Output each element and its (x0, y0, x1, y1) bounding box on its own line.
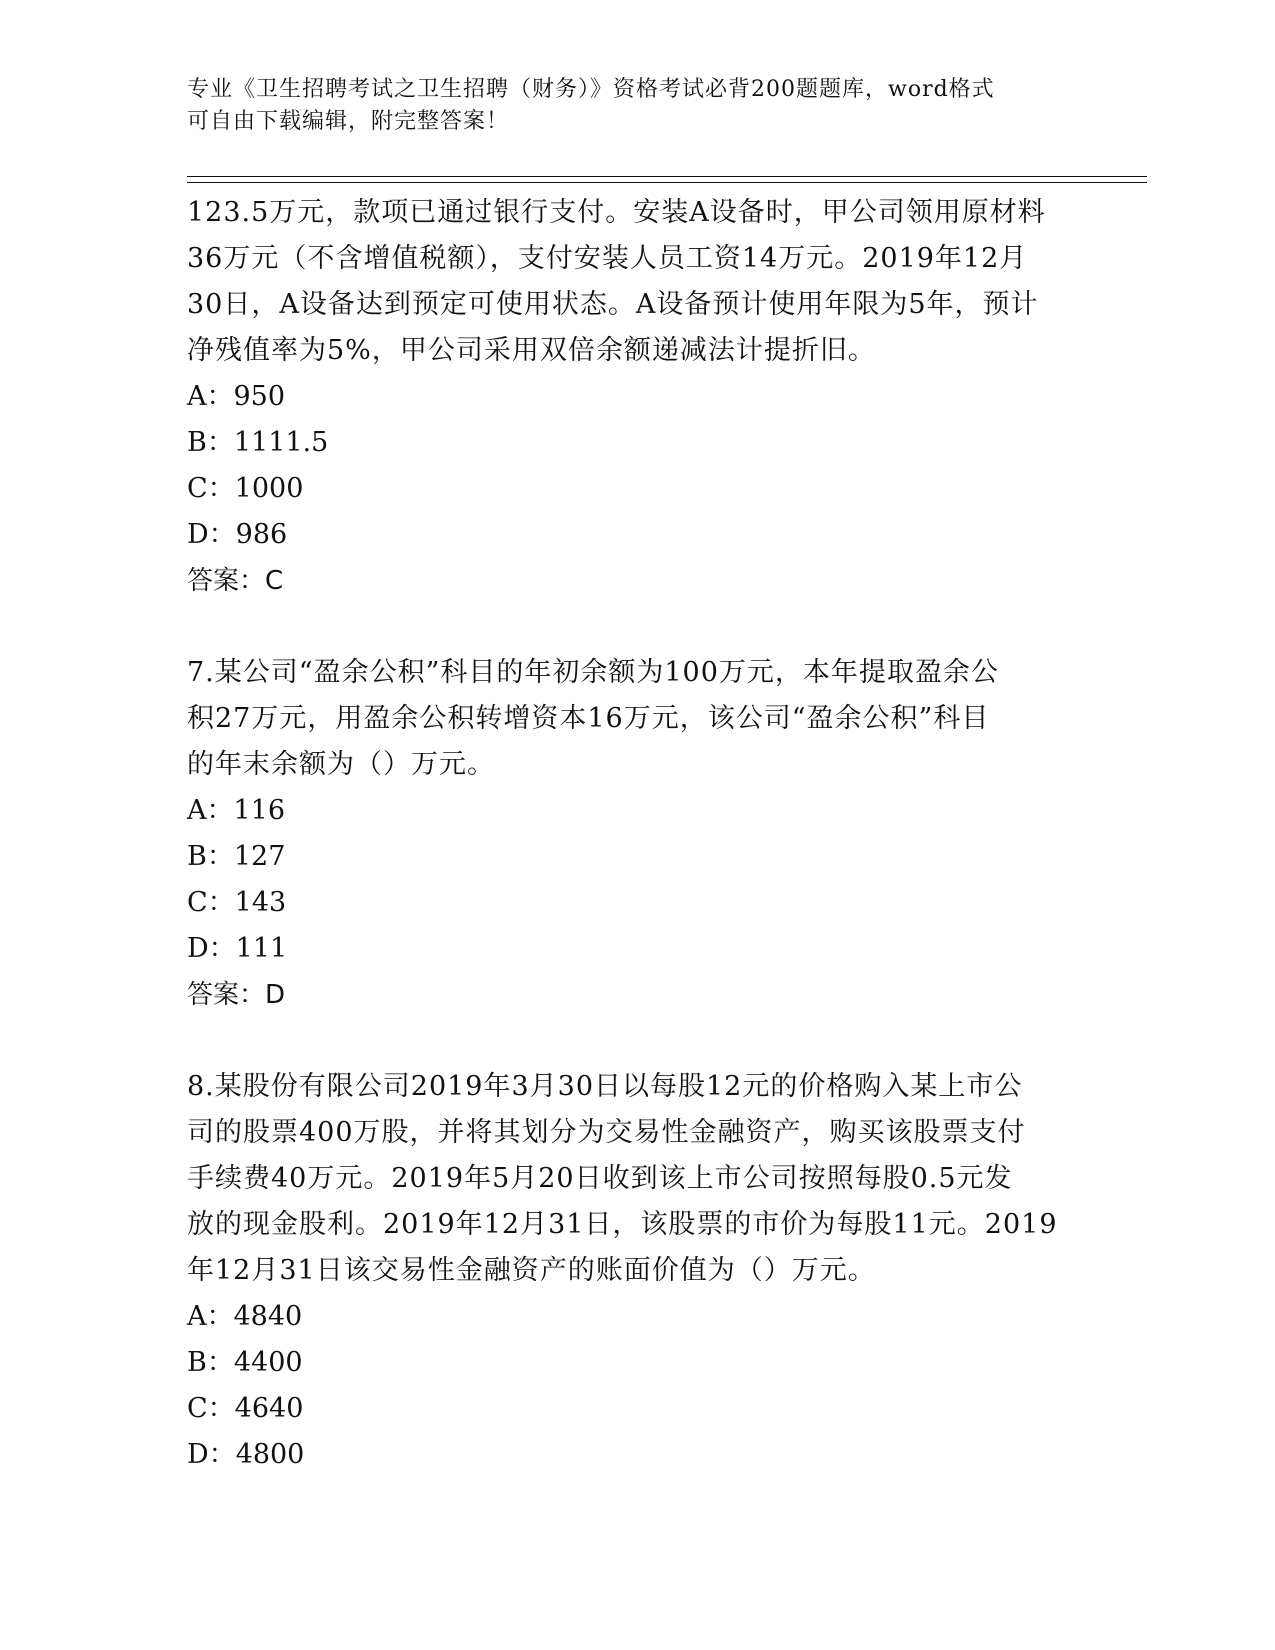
question-6-line: 净残值率为5%，甲公司采用双倍余额递减法计提折旧。 (187, 335, 876, 366)
page-header (187, 74, 1087, 138)
question-6-block (187, 190, 1087, 604)
header-divider-bottom (187, 182, 1147, 183)
question-8-option-d: D：4800 (187, 1439, 305, 1470)
question-7-option-a: A：116 (187, 795, 286, 826)
question-8-block (187, 1064, 1087, 1478)
question-6-option-a: A：950 (187, 381, 286, 412)
question-7-line: 的年末余额为（）万元。 (187, 749, 495, 780)
question-7-line: 积27万元，用盈余公积转增资本16万元，该公司“盈余公积”科目 (187, 703, 990, 734)
header-line-2: 可自由下载编辑，附完整答案！ (187, 109, 510, 134)
question-7-answer: 答案：D (187, 980, 286, 1010)
header-divider-top (187, 176, 1147, 177)
question-6-line: 36万元（不含增值税额），支付安装人员工资14万元。2019年12月 (187, 243, 1028, 274)
question-7-option-d: D：111 (187, 933, 288, 964)
question-7-option-b: B：127 (187, 841, 286, 872)
question-6-option-b: B：1111.5 (187, 427, 329, 458)
question-6-line: 123.5万元，款项已通过银行支付。安装A设备时，甲公司领用原材料 (187, 197, 1046, 228)
question-7-line: 7.某公司“盈余公积”科目的年初余额为100万元，本年提取盈余公 (187, 657, 999, 688)
page-content (187, 190, 1087, 1478)
header-line-1: 专业《卫生招聘考试之卫生招聘（财务）》资格考试必背200题题库，word格式 (187, 77, 995, 102)
question-8-option-a: A：4840 (187, 1301, 303, 1332)
question-6-line: 30日，A设备达到预定可使用状态。A设备预计使用年限为5年，预计 (187, 289, 1039, 320)
question-7-option-c: C：143 (187, 887, 287, 918)
question-6-answer: 答案：C (187, 566, 284, 596)
question-8-option-b: B：4400 (187, 1347, 303, 1378)
question-8-line: 放的现金股利。2019年12月31日，该股票的市价为每股11元。2019 (187, 1209, 1058, 1240)
question-8-line: 司的股票400万股，并将其划分为交易性金融资产，购买该股票支付 (187, 1117, 1026, 1148)
question-8-option-c: C：4640 (187, 1393, 304, 1424)
question-7-block (187, 650, 1087, 1018)
spacer (187, 1018, 1087, 1064)
question-8-line: 年12月31日该交易性金融资产的账面价值为（）万元。 (187, 1255, 876, 1286)
question-8-line: 8.某股份有限公司2019年3月30日以每股12元的价格购入某上市公 (187, 1071, 1023, 1102)
spacer (187, 604, 1087, 650)
question-8-line: 手续费40万元。2019年5月20日收到该上市公司按照每股0.5元发 (187, 1163, 1013, 1194)
question-6-option-c: C：1000 (187, 473, 304, 504)
question-6-option-d: D：986 (187, 519, 288, 550)
